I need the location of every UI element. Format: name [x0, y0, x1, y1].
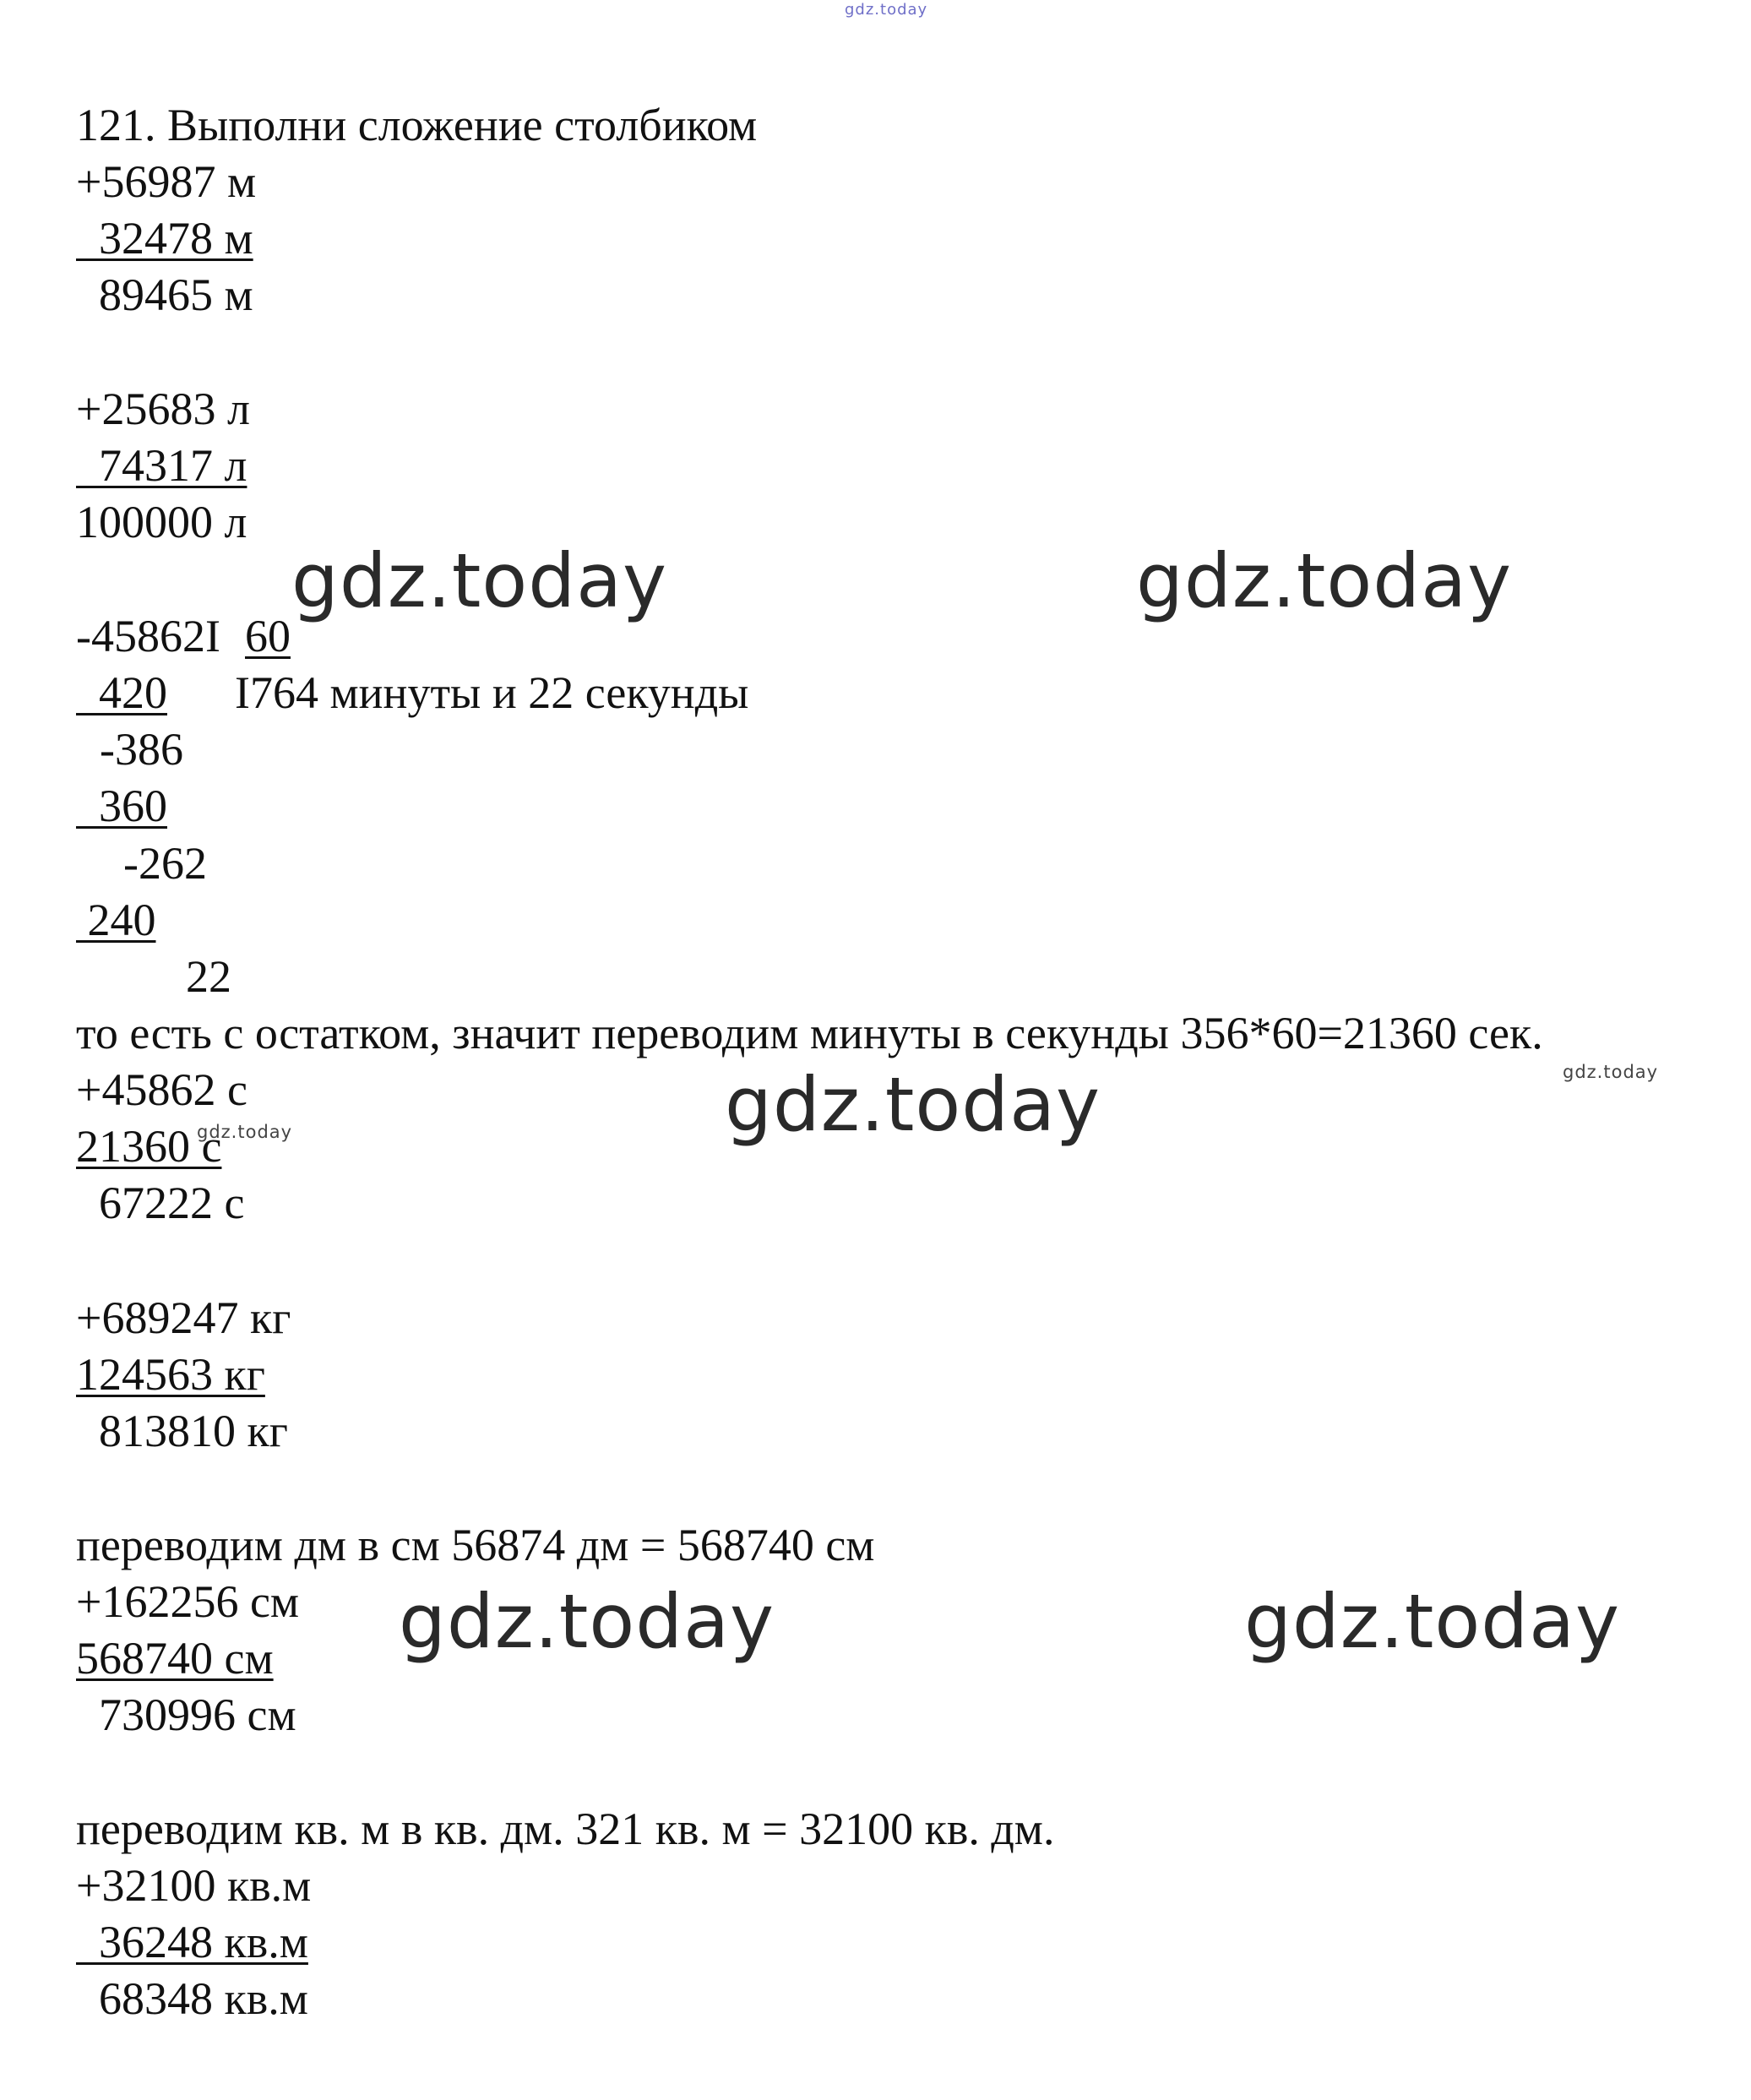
division-step: -262 — [123, 838, 207, 889]
addend-1: +689247 кг — [76, 1292, 291, 1343]
quotient: I764 минуты и 22 секунды — [235, 667, 749, 718]
explanation-text: то есть с остатком, значит переводим минуты в секунды 356*60=21360 сек. — [76, 1008, 1543, 1058]
sum: 100000 л — [76, 497, 247, 547]
addend-2: 32478 м — [76, 213, 253, 264]
watermark-top: gdz.today — [845, 1, 928, 19]
watermark-small-2: gdz.today — [197, 1122, 293, 1142]
addend-2: 36248 кв.м — [76, 1917, 308, 1967]
division-step: 240 — [76, 895, 156, 945]
sum: 68348 кв.м — [76, 1973, 308, 2024]
sum: 813810 кг — [76, 1406, 288, 1456]
addend-1: +25683 л — [76, 384, 250, 434]
watermark-small-1: gdz.today — [1563, 1062, 1659, 1082]
sum: 89465 м — [76, 269, 253, 320]
dividend: -45862I — [76, 611, 220, 661]
watermark-2: gdz.today — [1136, 537, 1513, 624]
addend-2: 124563 кг — [76, 1349, 265, 1400]
division-step: 360 — [76, 781, 167, 831]
watermark-1: gdz.today — [291, 537, 668, 624]
division-step: -386 — [100, 724, 183, 775]
addend-1: +56987 м — [76, 156, 257, 207]
divisor: 60 — [245, 611, 291, 661]
conversion-text: переводим дм в см 56874 дм = 568740 см — [76, 1520, 875, 1570]
addend-1: +45862 с — [76, 1064, 247, 1115]
task-title: 121. Выполни сложение столбиком — [76, 100, 758, 150]
conversion-text: переводим кв. м в кв. дм. 321 кв. м = 32100 кв. дм. — [76, 1803, 1055, 1854]
addend-2: 568740 см — [76, 1633, 274, 1684]
addend-2: 74317 л — [76, 440, 247, 491]
watermark-5: gdz.today — [1244, 1578, 1621, 1665]
addend-2: 21360 с — [76, 1121, 222, 1172]
sum: 67222 с — [76, 1178, 245, 1228]
watermark-4: gdz.today — [399, 1578, 775, 1665]
addend-1: +32100 кв.м — [76, 1860, 312, 1911]
addend-1: +162256 см — [76, 1576, 300, 1627]
remainder: 22 — [186, 951, 231, 1002]
sum: 730996 см — [76, 1689, 296, 1740]
watermark-3: gdz.today — [725, 1061, 1101, 1148]
division-step: 420 — [76, 667, 167, 718]
